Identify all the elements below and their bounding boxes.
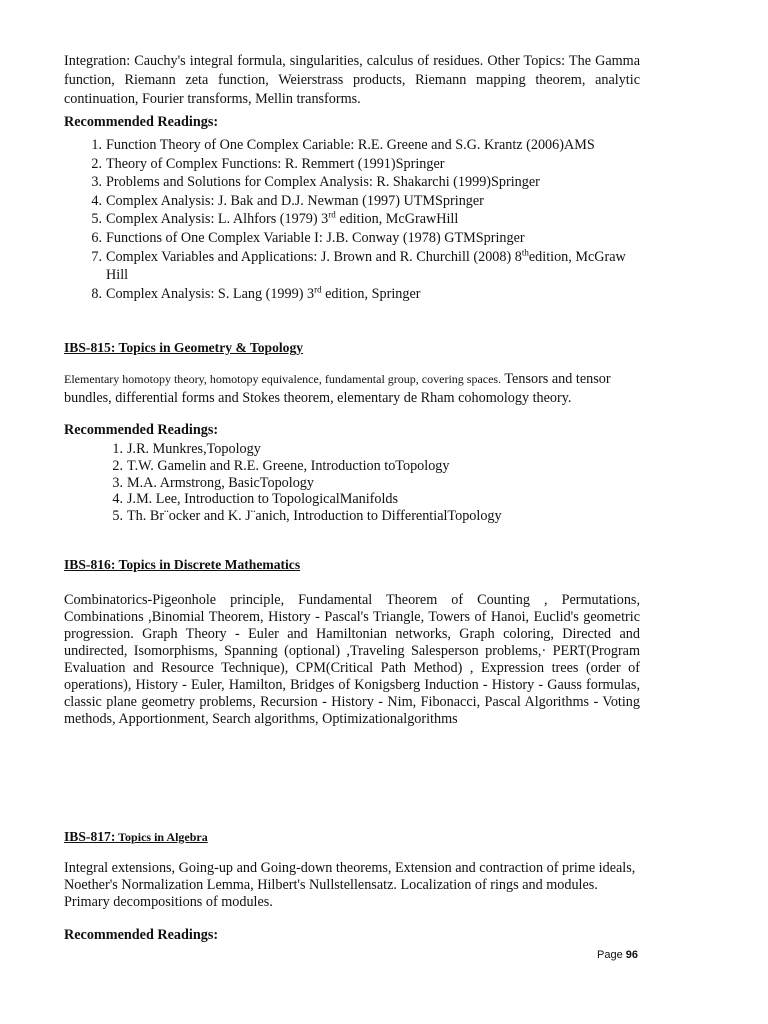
course-description-ibs-815: Elementary homotopy theory, homotopy equivalence, fundamental group, covering spaces. Tensors and tensor bundles, differential forms and Stokes theorem, elementary de Rham cohomology theory. <box>64 371 611 406</box>
recommended-readings-heading: Recommended Readings: <box>64 114 219 130</box>
list-item: 6. Functions of One Complex Variable I: J.B. Conway (1978) GTMSpringer <box>91 229 525 246</box>
list-item: 4. J.M. Lee, Introduction to TopologicalManifolds <box>112 491 399 508</box>
page-number: Page 96 <box>597 949 639 961</box>
list-item: 3. Problems and Solutions for Complex Analysis: R. Shakarchi (1999)Springer <box>91 174 540 191</box>
course-description-ibs-817: Integral extensions, Going-up and Going-down theorems, Extension and contraction of prime ideals, Noether's Normalization Lemma, Hilbert's Nullstellensatz. Localization of rings and modules. Primary decompositions of modules. <box>64 860 636 910</box>
list-item: 7. Complex Variables and Applications: J. Brown and R. Churchill (2008) 8thedition, McGraw Hill <box>91 246 626 284</box>
list-item: 8. Complex Analysis: S. Lang (1999) 3rd edition, Springer <box>91 284 421 302</box>
readings-list-topology <box>112 441 647 525</box>
course-title-ibs-817: IBS-817: Topics in Algebra <box>64 829 208 844</box>
list-item: 1. J.R. Munkres,Topology <box>112 441 261 457</box>
list-item: 5. Th. Br¨ocker and K. J¨anich, Introduction to DifferentialTopology <box>112 508 502 525</box>
list-item: 2. Theory of Complex Functions: R. Remmert (1991)Springer <box>91 155 445 172</box>
list-item: 3. M.A. Armstrong, BasicTopology <box>112 474 314 491</box>
course-description-ibs-816: Combinatorics-Pigeonhole principle, Fundamental Theorem of Counting , Permutations, Combinations ,Binomial Theorem, History - Pascal's Triangle, Towers of Hanoi, Euclid's geometric progression. Graph Theory - Euler and Hamiltonian networks, Graph coloring, Directed and undirected, Isomorphisms, Spanning (optional) ,Traveling Salesperson problems,· PERT(Program Evaluation and Resource Technique), CPM(Critical Path Method) , Expression trees (order of operations), History - Euler, Hamilton, Bridges of Konigsberg Induction - History - Gauss formulas, classic plane geometry problems, Recursion - History - Nim, Fibonacci, Pascal Algorithms - Voting methods, Apportionment, Search algorithms, Optimizationalgorithms <box>64 592 640 727</box>
course-title-ibs-815: IBS-815: Topics in Geometry & Topology <box>64 340 304 355</box>
list-item: 5. Complex Analysis: L. Alhfors (1979) 3rd edition, McGrawHill <box>91 209 459 228</box>
list-item: 4. Complex Analysis: J. Bak and D.J. Newman (1997) UTMSpringer <box>91 192 484 209</box>
list-item: 1. Function Theory of One Complex Cariable: R.E. Greene and S.G. Krantz (2006)AMS <box>91 137 595 153</box>
recommended-readings-heading: Recommended Readings: <box>64 927 219 943</box>
recommended-readings-heading: Recommended Readings: <box>64 422 219 438</box>
course-title-ibs-816: IBS-816: Topics in Discrete Mathematics <box>64 557 301 572</box>
intro-paragraph: Integration: Cauchy's integral formula, singularities, calculus of residues. Other Topics: The Gamma function, Riemann zeta function, Weierstrass products, Riemann mapping theorem, analytic continuation, Fourier transforms, Mellin transforms. <box>64 53 640 107</box>
readings-list-complex-analysis <box>91 136 646 303</box>
list-item: 2. T.W. Gamelin and R.E. Greene, Introduction toTopology <box>112 457 450 474</box>
